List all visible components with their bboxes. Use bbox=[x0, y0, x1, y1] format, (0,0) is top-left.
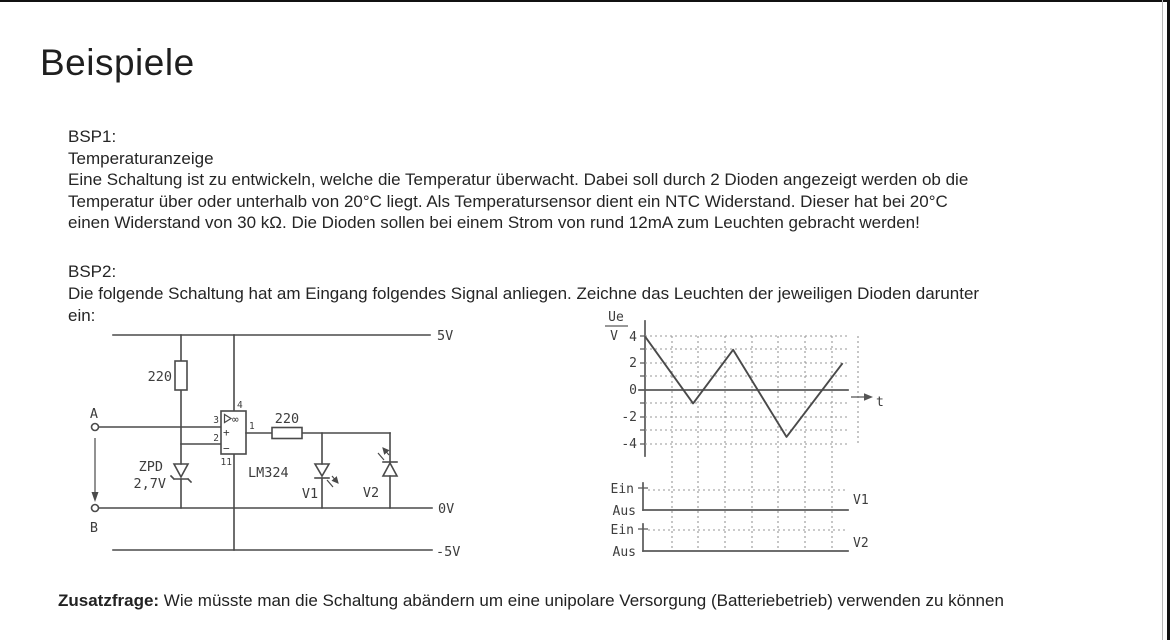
v2-aus-label: Aus bbox=[612, 545, 636, 560]
zener-name-label: ZPD bbox=[138, 459, 163, 475]
v2-row-name: V2 bbox=[853, 536, 869, 551]
terminal-a-label: A bbox=[89, 406, 99, 422]
ytick-0: 0 bbox=[629, 383, 637, 398]
bsp2-line-2: ein: bbox=[68, 306, 96, 325]
ylabel-denominator: V bbox=[610, 329, 618, 344]
terminal-b-label: B bbox=[89, 520, 99, 536]
led-v1-icon bbox=[315, 464, 329, 476]
ylabel-numerator: Ue bbox=[608, 310, 624, 325]
resistor-220-out-body bbox=[272, 428, 302, 439]
zener-diode-icon bbox=[174, 464, 188, 477]
v1-state-row bbox=[611, 482, 869, 519]
opamp-minus-symbol: − bbox=[223, 442, 230, 455]
xlabel-t: t bbox=[876, 395, 884, 410]
led-v2-icon bbox=[383, 463, 397, 476]
v1-aus-label: Aus bbox=[612, 504, 636, 519]
bsp1-line-1: Temperaturanzeige bbox=[68, 148, 214, 168]
opamp-plus-symbol: + bbox=[223, 426, 230, 439]
pin3-label: 3 bbox=[213, 415, 219, 426]
bsp2-label: BSP2: bbox=[68, 262, 117, 281]
pin11-label: 11 bbox=[220, 457, 232, 468]
input-arrow-head bbox=[92, 492, 99, 502]
resistor-220-top-label: 220 bbox=[147, 369, 172, 385]
zusatzfrage-text: Wie müsste man die Schaltung abändern um eine unipolare Versorgung (Batteriebetrieb) verwenden zu können bbox=[159, 591, 1004, 610]
resistor-220-out-label: 220 bbox=[274, 411, 300, 427]
zusatzfrage-label: Zusatzfrage: bbox=[58, 591, 160, 610]
ic-name-label: LM324 bbox=[248, 465, 289, 481]
bsp1-line-4: einen Widerstand von 30 kΩ. Die Dioden sollen bei einem Strom von rund 12mA zum Leuchten gebracht werden! bbox=[68, 213, 920, 232]
resistor-220-top-body bbox=[175, 361, 187, 390]
bsp1-line-3: Temperatur über oder unterhalb von 20°C liegt. Als Temperatursensor dient ein NTC Widerstand. Dieser hat bei 20°C bbox=[68, 191, 948, 211]
led-v2-emission-arrows bbox=[378, 448, 389, 460]
pin4-label: 4 bbox=[237, 400, 243, 411]
rail-neg5v-label: -5V bbox=[436, 544, 461, 560]
pin2-label: 2 bbox=[213, 433, 219, 444]
bsp1-label: BSP1: bbox=[68, 127, 117, 146]
ytick-m2: -2 bbox=[621, 410, 637, 425]
terminal-a-node bbox=[92, 424, 99, 431]
ytick-m4: -4 bbox=[621, 437, 637, 452]
opamp-infinity-symbol: ∞ bbox=[232, 413, 239, 426]
page-title: Beispiele bbox=[40, 42, 195, 83]
led-v1-label: V1 bbox=[301, 486, 319, 502]
rail-5v-label: 5V bbox=[437, 328, 454, 344]
ytick-4: 4 bbox=[629, 330, 637, 345]
v1-row-name: V1 bbox=[853, 493, 869, 508]
t-axis-arrow-head bbox=[864, 393, 873, 401]
signal-graph bbox=[605, 310, 884, 560]
led-v2-label: V2 bbox=[362, 485, 380, 501]
v2-ein-label: Ein bbox=[610, 523, 634, 538]
bsp1-line-2: Eine Schaltung ist zu entwickeln, welche die Temperatur überwacht. Dabei soll durch 2 Dioden angezeigt werden ob die bbox=[68, 170, 969, 189]
rail-0v-label: 0V bbox=[438, 501, 455, 517]
circuit-diagram bbox=[90, 328, 460, 560]
v2-state-row bbox=[611, 523, 869, 560]
ue-waveform bbox=[645, 336, 843, 437]
ytick-2: 2 bbox=[629, 356, 637, 371]
terminal-b-node bbox=[92, 505, 99, 512]
bsp2-line-1: Die folgende Schaltung hat am Eingang folgendes Signal anliegen. Zeichne das Leuchten der jeweiligen Dioden darunter bbox=[68, 284, 980, 303]
v1-ein-label: Ein bbox=[610, 482, 634, 497]
zener-value-label: 2,7V bbox=[133, 476, 166, 492]
pin1-label: 1 bbox=[249, 421, 255, 432]
